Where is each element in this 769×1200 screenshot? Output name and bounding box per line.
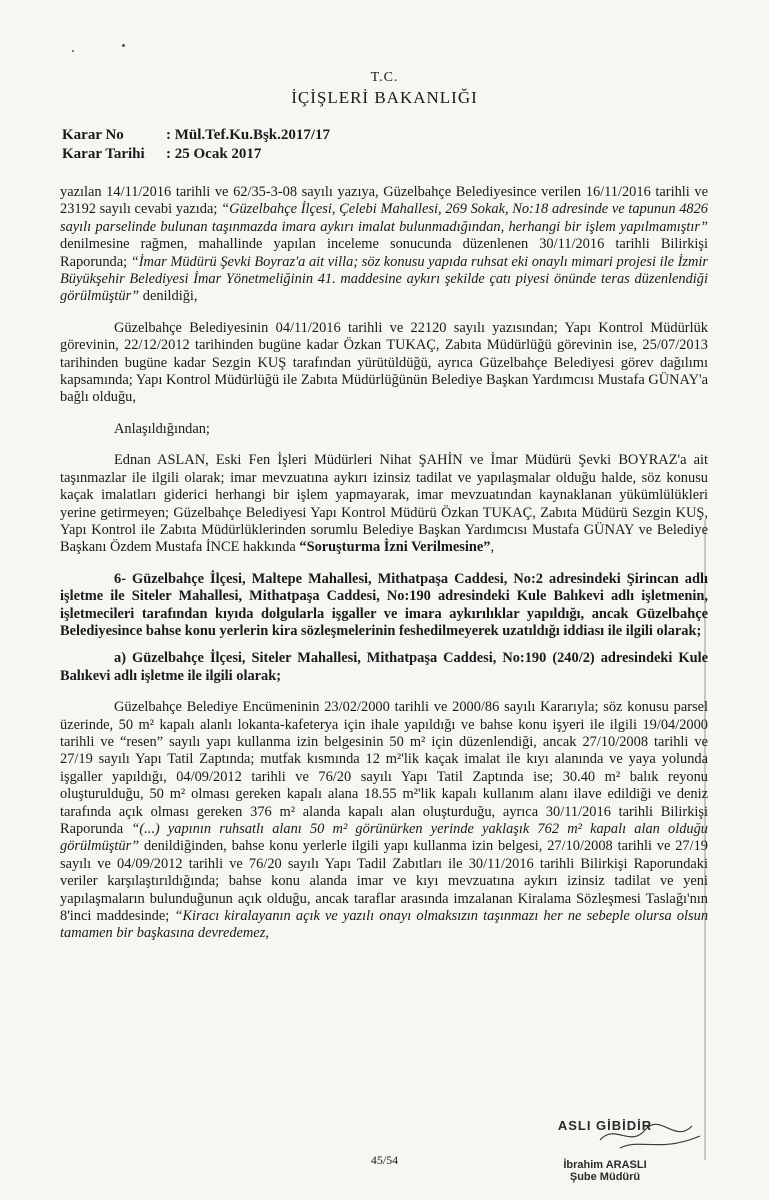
p1-text-3: denildiği,	[139, 288, 198, 305]
paragraph-2: Güzelbahçe Belediyesinin 04/11/2016 tarihli ve 22120 sayılı yazısından; Yapı Kontrol Müdürlük görevinin, 22/12/2012 tarihinden bugüne kadar Özkan TUKAÇ, Zabıta Müdürlüğü görevinin ise, 25/07/2013 tarihinden bugüne kadar Sezgin KUŞ tarafından yürütüldüğü, ayrıca Güzelbahçe Belediyesi görev dağılımı kapsamında; Yapı Kontrol Müdürlüğü ile Zabıta Müdürlüğünün Belediye Başkan Yardımcısı Mustafa GÜNAY'a bağlı olduğu,	[60, 319, 708, 406]
paragraph-7	[60, 699, 708, 943]
scan-speck	[72, 50, 74, 52]
p7-text: Güzelbahçe Belediye Encümeninin 23/02/2000 tarihli ve 2000/86 sayılı Kararıyla; söz konusu parsel üzerinde, 50 m² kapalı alanlı lokanta-kafeterya için ihale yapıldığı ve bahse konu işyeri ile ilgili 19/04/2000 tarihli ve “resen” sayılı yapı kullanma izin belgesinin 50 m² için düzenlendiği, ancak 27/10/2008 tarihli ve 27/19 sayılı Yapı Tatil Zaptında; mutfak kısmında 12 m²'lik kaçak imalat ile kıyı alanında ve yaya yolunda işgaller yapıldığı, 04/09/2012 tarihli ve 76/20 sayılı Yapı Tatil Zaptında ise; 30.40 m² balık reyonu oluşturulduğu, 50 m² olması gereken kapalı alana 18.55 m²'lik kapalı kullanım alanı ilave edildiği ve deniz tarafında açık olması gereken 376 m² alanda kapalı alan oluşturduğu, ayrıca 30/11/2016 tarihli Bilirkişi Raporunda	[60, 699, 708, 837]
p1-text: yazılan 14/11/2016 tarihli ve 62/35-3-08 sayılı yazıya, Güzelbahçe Belediyesince verilen 16/11/2016 tarihli ve 23192 sayılı cevabi yazıda;	[60, 184, 708, 218]
paragraph-4	[60, 452, 708, 556]
header-tc: T.C.	[370, 70, 399, 85]
document-body	[60, 184, 708, 943]
karar-tarihi-row	[62, 146, 261, 163]
karar-tarihi-label: Karar Tarihi	[62, 146, 145, 162]
p4-text-2: ,	[490, 539, 495, 556]
karar-no-row	[62, 127, 330, 144]
karar-no-label: Karar No	[62, 127, 124, 143]
paragraph-5-heading: 6- Güzelbahçe İlçesi, Maltepe Mahallesi, Mithatpaşa Caddesi, No:2 adresindeki Şirincan adlı işletme ile Siteler Mahallesi, Mithatpaşa Caddesi, No:190 adresindeki Kule Balıkevi adlı işletmenin, işletmecileri tarafından kıyıda dolgularla işgaller ve imara aykırılıklar yapıldığı, ancak Güzelbahçe Belediyesince bahse konu yerlerin kira sözleşmelerinin feshedilmeyerek uzatıldığı iddiası ile ilgili olarak;	[60, 570, 708, 639]
p4-text: Ednan ASLAN, Eski Fen İşleri Müdürleri Nihat ŞAHİN ve İmar Müdürü Şevki BOYRAZ'a ait taşınmazlar ile ilgili olarak; imar mevzuatına aykırı izinsiz tadilat ve yapılaşmalar olduğu halde, söz konusu kaçak imalatları giderici herhangi bir işlem yapmayarak, imar mevzuatından kaynaklanan yükümlülükleri yerine getirmeyen; Güzelbahçe Belediyesi Yapı Kontrol Müdürü Özkan TUKAÇ, Zabıta Müdürü Sezgin KUŞ, Yapı Kontrol ile Zabıta Müdürlüklerinden sorumlu Belediye Başkan Yardımcısı Mustafa GÜNAY ve Belediye Başkanı Özdem Mustafa İNCE hakkında	[60, 452, 708, 556]
p7-quote-1: “(...) yapının ruhsatlı alanı 50 m² görünürken yerinde yaklaşık 762 m² kapalı alan olduğu görülmüştür”	[60, 821, 708, 855]
paragraph-6-subheading: a) Güzelbahçe İlçesi, Siteler Mahallesi, Mithatpaşa Caddesi, No:190 (240/2) adresindeki Kule Balıkevi adlı işletme ile ilgili olarak;	[60, 650, 708, 684]
p1-quote-2: “İmar Müdürü Şevki Boyraz'a ait villa; söz konusu yapıda ruhsat eki onaylı mimari projesi ile İzmir Büyükşehir Belediyesi İmar Yönetmeliğinin 41. maddesine aykırı şekilde çatı piyesi önünde teras düzenlendiği görülmüştür”	[60, 253, 708, 305]
stamp-title: Şube Müdürü	[569, 1171, 641, 1183]
p1-text-2: denilmesine rağmen, mahallinde yapılan inceleme sonucunda düzenlenen 30/11/2016 tarihli Bilirkişi Raporunda;	[60, 236, 708, 270]
karar-no-value: : Mül.Tef.Ku.Bşk.2017/17	[166, 127, 331, 143]
p4-decision: “Soruşturma İzni Verilmesine”	[299, 539, 491, 556]
scan-speck	[122, 44, 125, 47]
p7-text-2: denildiğinden, bahse konu yerlerle ilgili yapı kullanma izin belgesi, 27/10/2008 tarihli ve 27/19 sayılı ve 04/09/2012 tarihli ve 76/20 sayılı Yapı Tadil Zabıtları ile 30/11/2016 tarihli Bilirkişi Raporundaki veriler karşılaştırıldığında; bahse konu alanda imar ve kıyı mevzuatına aykırı izinsiz tadilat ve yeni yapılaşmaların bulunduğunun açık olduğu, ancak taraflar arasında imzalanan Kiralama Sözleşmesi Taslağı'nın 8'inci maddesinde;	[60, 838, 708, 925]
karar-tarihi-value: : 25 Ocak 2017	[166, 146, 262, 162]
paragraph-1	[60, 184, 708, 306]
page-number: 45/54	[370, 1153, 399, 1167]
p1-quote-1: “Güzelbahçe İlçesi, Çelebi Mahallesi, 269 Sokak, No:18 adresinde ve tapunun 4826 sayılı parselinde bulunan taşınmazda imara aykırı imalat bulunmadığından, herhangi bir işlem yapılmamıştır”	[60, 201, 708, 235]
stamp-asli-gibidir: ASLI GİBİDİR	[557, 1118, 653, 1133]
paragraph-3: Anlaşıldığından;	[114, 420, 210, 437]
stamp-name: İbrahim ARASLI	[563, 1159, 647, 1171]
header-ministry: İÇİŞLERİ BAKANLIĞI	[291, 88, 478, 107]
p7-quote-2: “Kiracı kiralayanın açık ve yazılı onayı olmaksızın taşınmazı her ne sebeple olursa olsun tamamen bir başkasına devredemez,	[60, 908, 709, 942]
certification-stamp	[545, 1118, 665, 1183]
